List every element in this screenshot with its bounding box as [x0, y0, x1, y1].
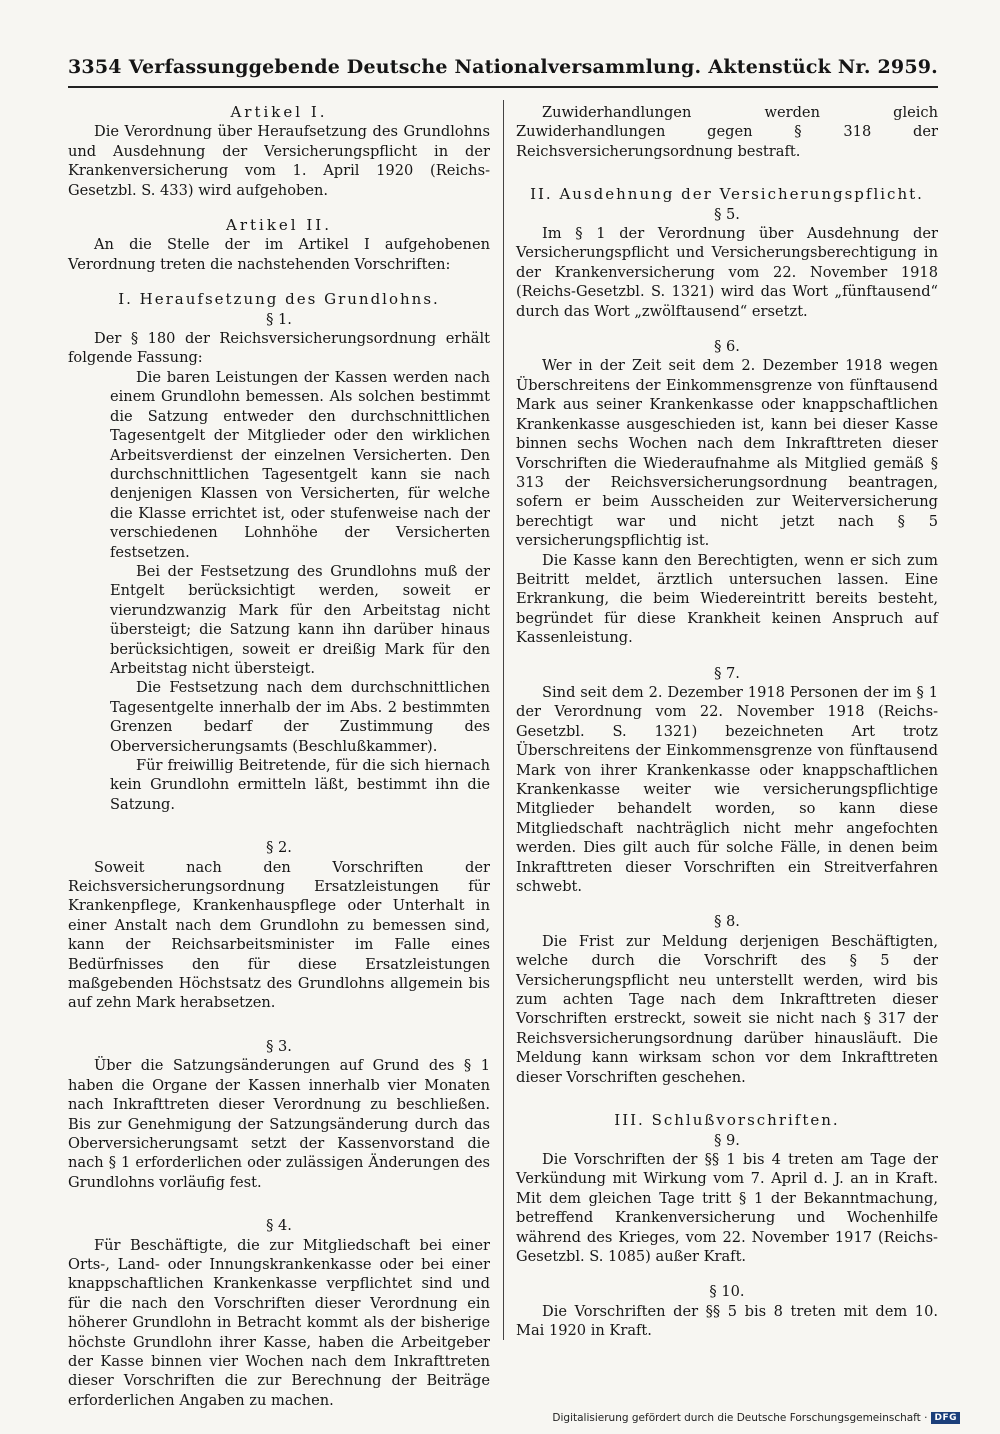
section-3-heading: III. Schlußvorschriften.: [614, 1111, 840, 1130]
paragraph-1-quote-2: Bei der Festsetzung des Grundlohns muß der Entgelt berücksichtigt werden, soweit er vierundzwanzig Mark für den Arbeitstag nicht übersteigt; die Satzung kann ihn darüber hinaus berücksichtigen, soweit er dreißig Mark für den Arbeitstag nicht übersteigt.: [110, 562, 490, 677]
paragraph-4-text: Für Beschäftigte, die zur Mitgliedschaft bei einer Orts-, Land- oder Innungskrankenkasse oder bei einer knappschaftlichen Krankenkasse verpflichtet sind und für die nach den Vorschriften dieser Verordnung ein höherer Grundlohn in Betracht kommt als der bisherige höchste Grundlohn ihrer Kasse, haben die Arbeitgeber der Kasse binnen vier Wochen nach dem Inkrafttreten dieser Vorschriften die zur Berechnung der Beiträge erforderlichen Angaben zu machen.: [68, 1236, 490, 1409]
dfg-logo: DFG: [931, 1412, 960, 1424]
paragraph-3-text: Über die Satzungsänderungen auf Grund des § 1 haben die Organe der Kassen innerhalb vier Monaten nach Inkrafttreten dieser Verordnung zu beschließen. Bis zur Genehmigung der Satzungsänderung durch das Oberversicherungsamt setzt der Kassenvorstand die nach § 1 erforderlichen oder zulässigen Änderungen des Grundlohns vorläufig fest.: [68, 1057, 490, 1191]
paragraph-1-heading: § 1.: [266, 310, 292, 328]
paragraph-5-heading: § 5.: [714, 205, 740, 223]
paragraph-6-text-2: Die Kasse kann den Berechtigten, wenn er sich zum Beitritt meldet, ärztlich untersuchen lassen. Eine Erkrankung, die beim Wiedereintritt bereits besteht, begründet für diese Krankheit keinen Anspruch auf Kassenleistung.: [516, 551, 938, 647]
paragraph-9-text: Die Vorschriften der §§ 1 bis 4 treten am Tage der Verkündung mit Wirkung vom 7. April d. J. an in Kraft. Mit dem gleichen Tage tritt § 1 der Bekanntmachung, betreffend Krankenversicherung und Wochenhilfe während des Krieges, vom 22. November 1917 (Reichs-Gesetzbl. S. 1085) außer Kraft.: [516, 1150, 938, 1265]
paragraph-10-heading: § 10.: [709, 1283, 745, 1301]
section-1-heading: I. Heraufsetzung des Grundlohns.: [118, 290, 440, 309]
paragraph-4-heading: § 4.: [266, 1217, 292, 1235]
paragraph-1-intro: Der § 180 der Reichsversicherungsordnung erhält folgende Fassung:: [68, 330, 490, 367]
column-divider: [503, 100, 504, 1340]
document-reference: Aktenstück Nr. 2959.: [708, 56, 938, 78]
artikel-1-text: Die Verordnung über Heraufsetzung des Grundlohns und Ausdehnung der Versicherungspflicht in der Krankenversicherung vom 1. April 1920 (Reichs-Gesetzbl. S. 433) wird aufgehoben.: [68, 123, 490, 199]
right-column: [516, 103, 938, 1341]
page-header: [68, 56, 938, 78]
artikel-1-heading: Artikel I.: [230, 103, 328, 121]
paragraph-4-continuation: Zuwiderhandlungen werden gleich Zuwiderhandlungen gegen § 318 der Reichsversicherungsordnung bestraft.: [516, 104, 938, 160]
credit-text: Digitalisierung gefördert durch die Deutsche Forschungsgemeinschaft ·: [552, 1412, 928, 1424]
paragraph-5-text: Im § 1 der Verordnung über Ausdehnung der Versicherungspflicht und Versicherungsberechtigung in der Krankenversicherung vom 22. November 1918 (Reichs-Gesetzbl. S. 1321) wird das Wort „fünftausend“ durch das Wort „zwölftausend“ ersetzt.: [516, 225, 938, 320]
artikel-2-heading: Artikel II.: [226, 216, 332, 235]
paragraph-8-text: Die Frist zur Meldung derjenigen Beschäftigten, welche durch die Vorschrift des § 5 der Versicherungspflicht neu unterstellt werden, wird bis zum achten Tage nach dem Inkrafttreten dieser Vorschriften erstreckt, soweit sie nicht nach § 317 der Reichsversicherungsordnung darüber hinausläuft. Die Meldung kann wirksam schon vor dem Inkrafttreten dieser Vorschriften geschehen.: [516, 932, 938, 1086]
paragraph-9-heading: § 9.: [714, 1131, 740, 1149]
paragraph-2-text: Soweit nach den Vorschriften der Reichsversicherungsordnung Ersatzleistungen für Krankenpflege, Krankenhauspflege oder Unterhalt in einer Anstalt nach dem Grundlohn zu bemessen sind, kann der Reichsarbeitsminister im Falle eines Bedürfnisses den für diese Ersatzleistungen maßgebenden Höchstsatz des Grundlohns allgemein bis auf zehn Mark herabsetzen.: [68, 858, 490, 1012]
paragraph-7-heading: § 7.: [714, 664, 740, 682]
page-number: 3354: [68, 56, 122, 78]
paragraph-1-quote-3: Die Festsetzung nach dem durchschnittlichen Tagesentgelte innerhalb der im Abs. 2 bestimmten Grenzen bedarf der Zustimmung des Oberversicherungsamts (Beschlußkammer).: [110, 679, 490, 755]
paragraph-7-text: Sind seit dem 2. Dezember 1918 Personen der im § 1 der Verordnung vom 22. November 1918 (Reichs-Gesetzbl. S. 1321) bezeichneten Art trotz Überschreitens der Einkommensgrenze von fünftausend Mark von ihrer Krankenkasse oder knappschaftlichen Krankenkasse weiter wie versicherungspflichtige Mitglieder behandelt worden, so kann diese Mitgliedschaft nachträglich nicht mehr angefochten werden. Dies gilt auch für solche Fälle, in denen beim Inkrafttreten dieser Vorschriften ein Streitverfahren schwebt.: [516, 683, 938, 896]
paragraph-6-heading: § 6.: [714, 338, 740, 356]
paragraph-10-text: Die Vorschriften der §§ 5 bis 8 treten mit dem 10. Mai 1920 in Kraft.: [516, 1302, 938, 1340]
paragraph-1-quote-1: Die baren Leistungen der Kassen werden nach einem Grundlohn bemessen. Als solchen bestimmt die Satzung entweder den durchschnittlichen Tagesentgelt der Mitglieder oder den wirklichen Arbeitsverdienst der einzelnen Versicherten. Den durchschnittlichen Tagesentgelt kann sie nach denjenigen Klassen von Versicherten, für welche die Klasse errichtet ist, oder stufenweise nach der verschiedenen Lohnhöhe der Versicherten festsetzen.: [110, 368, 490, 561]
left-column: [68, 103, 490, 1410]
header-rule: [68, 86, 938, 88]
paragraph-6-text-1: Wer in der Zeit seit dem 2. Dezember 1918 wegen Überschreitens der Einkommensgrenze von fünftausend Mark aus seiner Krankenkasse oder knappschaftlichen Krankenkasse ausgeschieden ist, kann bei dieser Kasse binnen sechs Wochen nach dem Inkrafttreten dieser Vorschriften die Wiederaufnahme als Mitglied gemäß § 313 der Reichsversicherungsordnung beantragen, sofern er beim Ausscheiden zur Weiterversicherung berechtigt war und nicht jetzt nach § 5 versicherungspflichtig ist.: [516, 357, 938, 550]
section-2-heading: II. Ausdehnung der Versicherungspflicht.: [530, 185, 924, 204]
paragraph-1-quote-4: Für freiwillig Beitretende, für die sich hiernach kein Grundlohn ermitteln läßt, bestimmt ihn die Satzung.: [110, 757, 490, 813]
header-title: Verfassunggebende Deutsche Nationalversammlung.: [128, 56, 702, 78]
artikel-2-text: An die Stelle der im Artikel I aufgehobenen Verordnung treten die nachstehenden Vorschriften:: [68, 236, 490, 273]
paragraph-2-heading: § 2.: [266, 839, 292, 857]
paragraph-3-heading: § 3.: [266, 1037, 292, 1055]
digitization-credit: [552, 1412, 960, 1424]
paragraph-8-heading: § 8.: [714, 913, 740, 931]
